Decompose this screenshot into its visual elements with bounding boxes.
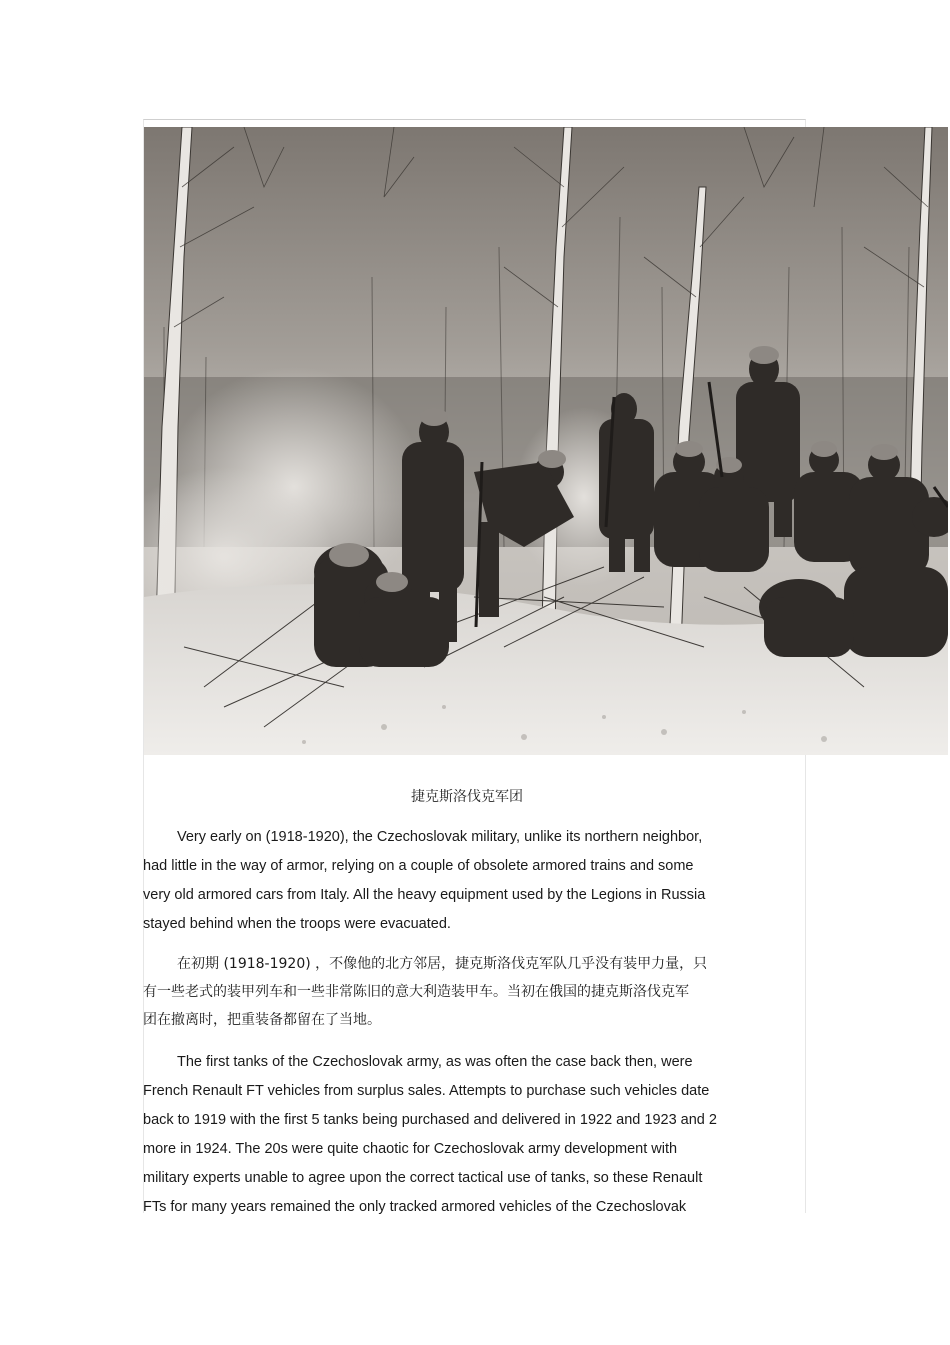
paragraph-chinese [143, 950, 763, 1034]
text-line: French Renault FT vehicles from surplus sales. Attempts to purchase such vehicles date [143, 1083, 710, 1099]
text-line: 有一些老式的装甲列车和一些非常陈旧的意大利造装甲车。当初在俄国的捷克斯洛伐克军 [143, 984, 689, 1000]
text-line: very old armored cars from Italy. All the heavy equipment used by the Legions in Russia [143, 887, 706, 903]
text-line: 在初期 (1918-1920) ，不像他的北方邻居，捷克斯洛伐克军队几乎没有装甲力量，只 [177, 956, 708, 972]
text-line: had little in the way of armor, relying on a couple of obsolete armored trains and some [143, 858, 694, 874]
text-line: stayed behind when the troops were evacuated. [143, 916, 451, 932]
historical-photo-soldiers-in-snow [144, 127, 948, 755]
text-line: more in 1924. The 20s were quite chaotic for Czechoslovak army development with [143, 1141, 678, 1157]
paragraph-english-1 [143, 823, 763, 939]
text-line: The first tanks of the Czechoslovak army, as was often the case back then, were [177, 1054, 693, 1070]
text-line: FTs for many years remained the only tracked armored vehicles of the Czechoslovak [143, 1199, 687, 1215]
text-line: 团在撤离时，把重装备都留在了当地。 [143, 1012, 381, 1028]
text-line: military experts unable to agree upon the correct tactical use of tanks, so these Renault [143, 1170, 703, 1186]
paragraph-english-2 [143, 1048, 763, 1222]
photo-caption: 捷克斯洛伐克军团 [411, 789, 523, 805]
text-line: Very early on (1918-1920), the Czechoslovak military, unlike its northern neighbor, [177, 829, 703, 845]
text-line: back to 1919 with the first 5 tanks being purchased and delivered in 1922 and 1923 and 2 [143, 1112, 717, 1128]
